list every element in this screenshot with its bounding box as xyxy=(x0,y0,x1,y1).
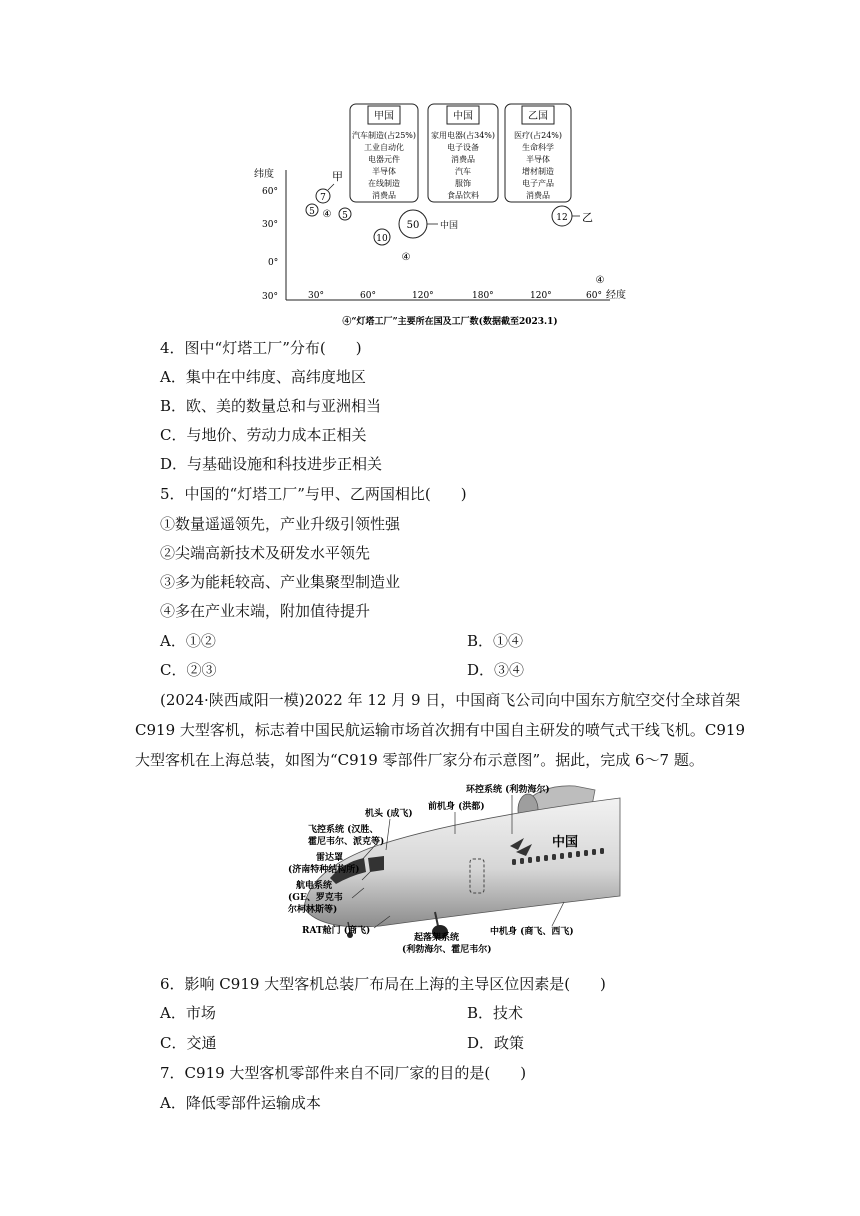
q5-option-a: A．①② xyxy=(160,632,216,650)
box-item: 食品饮料 xyxy=(447,191,479,200)
q6-option-c: C．交通 xyxy=(160,1034,217,1052)
svg-text:50: 50 xyxy=(406,220,420,231)
y-tick-label: 30° xyxy=(262,220,278,230)
bubble xyxy=(306,204,318,217)
q5-statement-2: ②尖端高新技术及研发水平领先 xyxy=(160,544,371,562)
box-item: 在线制造 xyxy=(368,179,400,188)
box-title: 甲国 xyxy=(374,111,394,122)
x-tick-label: 60° xyxy=(360,291,376,301)
svg-text:④: ④ xyxy=(401,252,411,263)
x-tick-label: 120° xyxy=(412,291,434,301)
q5-option-c: C．②③ xyxy=(160,661,217,679)
box-item: 汽车制造(占25%) xyxy=(351,131,417,140)
q4-option-b: B．欧、美的数量总和与亚洲相当 xyxy=(160,397,382,415)
svg-text:④: ④ xyxy=(322,209,332,220)
question-6-stem: 6．影响 C919 大型客机总装厂布局在上海的主导区位因素是( ) xyxy=(160,975,606,993)
label-avionics: 航电系统 xyxy=(296,881,333,891)
label-avionics-2: (GE、罗克韦 xyxy=(288,893,343,903)
q6-option-d: D．政策 xyxy=(467,1034,525,1052)
q6-option-b: B．技术 xyxy=(467,1004,524,1022)
figure-caption: ④“灯塔工厂”主要所在国及工厂数(数据截至2023.1) xyxy=(342,317,558,327)
box-item: 家用电器(占34%) xyxy=(430,131,496,140)
label-mid-fuselage: 中机身 (商飞、西飞) xyxy=(490,927,574,937)
box-title: 中国 xyxy=(453,111,473,122)
label-avionics-3: 尔柯林斯等) xyxy=(288,905,338,915)
bubble xyxy=(402,252,411,263)
y-tick-label: 60° xyxy=(262,187,278,197)
label-environment-control: 环控系统 (利勃海尔) xyxy=(466,785,550,795)
info-box-yi xyxy=(505,104,571,202)
q5-statement-4: ④多在产业末端，附加值待提升 xyxy=(160,602,371,620)
box-item: 电子设备 xyxy=(447,143,479,152)
passage-line-2: C919 大型客机，标志着中国民航运输市场首次拥有中国自主研发的喷气式干线飞机。C919 xyxy=(135,721,745,739)
q5-option-b: B．①④ xyxy=(467,632,524,650)
y-tick-label: 30° xyxy=(262,292,278,302)
svg-text:7: 7 xyxy=(320,193,326,203)
label-nose: 机头 (成飞) xyxy=(365,809,413,819)
label-landing-gear-2: (利勃海尔、霍尼韦尔) xyxy=(402,945,492,955)
box-item: 电子产品 xyxy=(522,179,554,188)
question-4-stem: 4．图中“灯塔工厂”分布( ) xyxy=(160,339,362,357)
x-tick-label: 60° xyxy=(586,291,602,301)
box-title: 乙国 xyxy=(528,111,548,122)
bubble xyxy=(596,275,605,286)
box-item: 半导体 xyxy=(372,167,396,176)
q5-statement-3: ③多为能耗较高、产业集聚型制造业 xyxy=(160,573,401,591)
label-flight-control-2: 霍尼韦尔、派克等) xyxy=(308,837,385,847)
bubble-jia xyxy=(316,189,330,203)
question-5-stem: 5．中国的“灯塔工厂”与甲、乙两国相比( ) xyxy=(160,485,467,503)
label-radome-2: (济南特种结构所) xyxy=(288,865,360,875)
svg-text:5: 5 xyxy=(309,207,315,217)
svg-text:12: 12 xyxy=(556,213,568,223)
bubble xyxy=(339,208,351,221)
annotation-yi: 乙 xyxy=(582,211,593,224)
svg-text:④: ④ xyxy=(595,275,605,286)
label-radome: 雷达罩 xyxy=(316,853,344,863)
lighthouse-factory-figure xyxy=(250,100,650,330)
annotation-jia: 甲 xyxy=(332,170,343,183)
box-item: 医疗(占24%) xyxy=(513,131,563,140)
x-tick-label: 30° xyxy=(308,291,324,301)
passage-line-1: (2024·陕西咸阳一模)2022 年 12 月 9 日，中国商飞公司向中国东方航空交付全球首架 xyxy=(160,691,741,709)
q5-statement-1: ①数量遥遥领先，产业升级引领性强 xyxy=(160,515,401,533)
label-flight-control: 飞控系统 (汉胜、 xyxy=(308,825,379,835)
q6-option-a: A．市场 xyxy=(160,1004,216,1022)
box-item: 消费品 xyxy=(372,191,396,200)
bubble-yi xyxy=(552,206,572,226)
box-item: 工业自动化 xyxy=(364,143,404,152)
c919-supplier-figure xyxy=(288,776,620,955)
bubble xyxy=(323,209,332,220)
question-7-stem: 7．C919 大型客机零部件来自不同厂家的目的是( ) xyxy=(160,1064,527,1082)
annotation-china: 中国 xyxy=(440,221,459,231)
q4-option-c: C．与地价、劳动力成本正相关 xyxy=(160,426,367,444)
y-axis-label: 纬度 xyxy=(254,169,274,180)
svg-text:5: 5 xyxy=(342,211,348,221)
q7-option-a: A．降低零部件运输成本 xyxy=(160,1094,321,1112)
box-item: 消费品 xyxy=(451,155,475,164)
svg-text:10: 10 xyxy=(376,234,388,244)
box-item: 服饰 xyxy=(455,179,471,188)
box-item: 生命科学 xyxy=(522,143,554,152)
box-item: 消费品 xyxy=(526,191,550,200)
bubble xyxy=(374,229,390,245)
y-tick-label: 0° xyxy=(268,258,279,268)
q5-option-d: D．③④ xyxy=(467,661,525,679)
x-tick-label: 120° xyxy=(530,291,552,301)
info-box-jia xyxy=(350,104,418,202)
box-item: 电器元件 xyxy=(368,155,400,164)
q4-option-a: A．集中在中纬度、高纬度地区 xyxy=(160,368,366,386)
info-box-china xyxy=(428,104,498,202)
x-axis-label: 经度 xyxy=(606,290,626,301)
q4-option-d: D．与基础设施和科技进步正相关 xyxy=(160,455,383,473)
label-front-fuselage: 前机身 (洪都) xyxy=(428,802,485,812)
bubble-china xyxy=(399,210,427,238)
x-tick-label: 180° xyxy=(472,291,494,301)
box-item: 增材制造 xyxy=(522,167,554,176)
passage-line-3: 大型客机在上海总装，如图为“C919 零部件厂家分布示意图”。据此，完成 6～7 题。 xyxy=(135,751,704,769)
label-landing-gear: 起落架系统 xyxy=(414,933,460,943)
box-item: 半导体 xyxy=(526,155,550,164)
fuselage-china-label: 中国 xyxy=(552,835,579,850)
box-item: 汽车 xyxy=(455,167,471,176)
label-rat-door: RAT舱门 (商飞) xyxy=(302,926,371,936)
